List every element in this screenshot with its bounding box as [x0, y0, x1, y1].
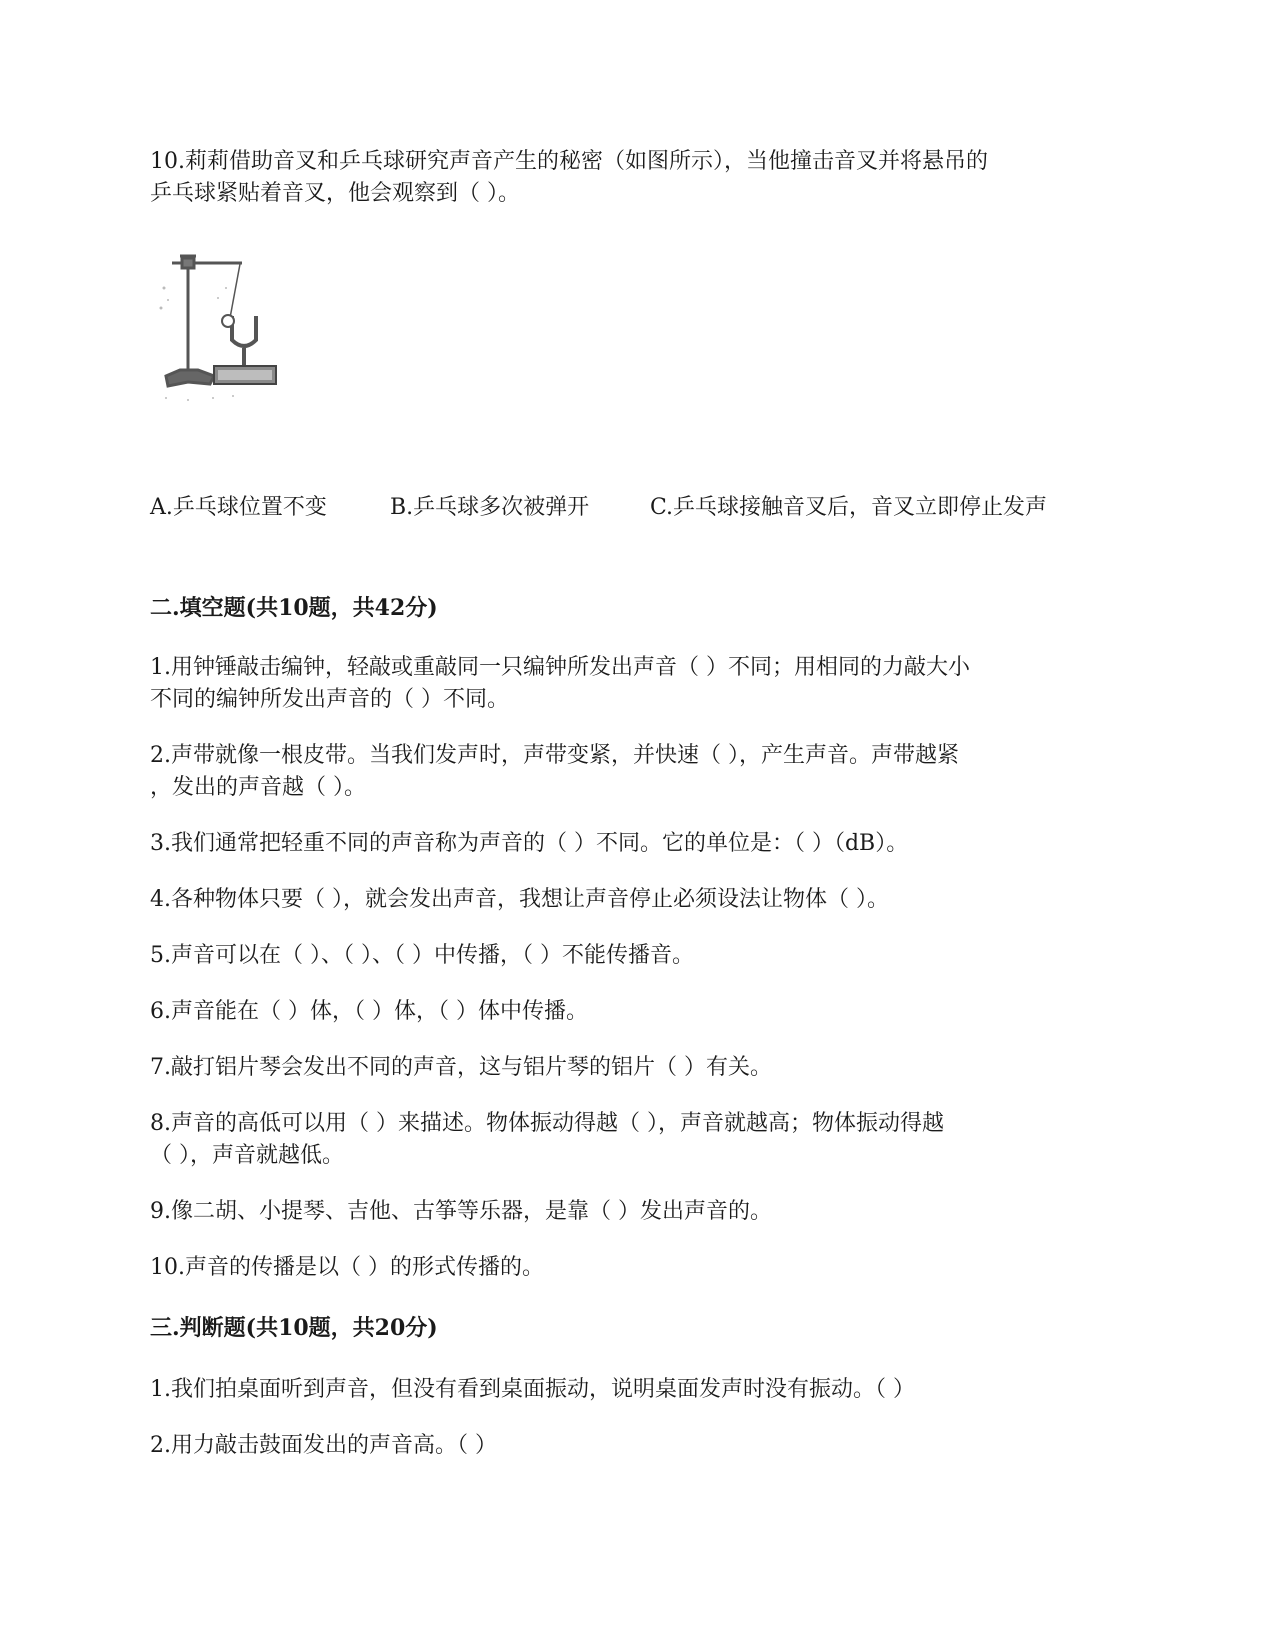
s2-q1-line1: 1.用钟锤敲击编钟，轻敲或重敲同一只编钟所发出声音（ ）不同；用相同的力敲大小 [150, 655, 970, 680]
q10-option-a: A.乒乓球位置不变 [150, 495, 327, 520]
section2-heading: 二.填空题(共10题，共42分) [150, 595, 438, 621]
s2-q1-line2: 不同的编钟所发出声音的（ ）不同。 [150, 687, 509, 712]
q10-text-line1: 10.莉莉借助音叉和乒乓球研究声音产生的秘密（如图所示），当他撞击音叉并将悬吊的 [150, 149, 988, 174]
q10-option-c: C.乒乓球接触音叉后，音叉立即停止发声 [650, 495, 1048, 520]
s2-q3: 3.我们通常把轻重不同的声音称为声音的（ ）不同。它的单位是：（ ）（dB）。 [150, 831, 909, 856]
s3-q2: 2.用力敲击鼓面发出的声音高。（ ） [150, 1433, 497, 1458]
s3-q1: 1.我们拍桌面听到声音，但没有看到桌面振动，说明桌面发声时没有振动。（ ） [150, 1377, 915, 1402]
s2-q5: 5.声音可以在（ ）、（ ）、（ ）中传播，（ ）不能传播音。 [150, 943, 694, 968]
s2-q6: 6.声音能在（ ）体，（ ）体，（ ）体中传播。 [150, 999, 588, 1024]
s2-q4: 4.各种物体只要（ ），就会发出声音，我想让声音停止必须设法让物体（ ）。 [150, 887, 889, 912]
s2-q8-line1: 8.声音的高低可以用（ ）来描述。物体振动得越（ ），声音就越高；物体振动得越 [150, 1111, 944, 1136]
s2-q2-line1: 2.声带就像一根皮带。当我们发声时，声带变紧，并快速（ ），产生声音。声带越紧 [150, 743, 959, 768]
tuning-fork-figure [158, 248, 288, 423]
s2-q2-line2: ，发出的声音越（ ）。 [150, 775, 366, 800]
s2-q9: 9.像二胡、小提琴、吉他、古筝等乐器，是靠（ ）发出声音的。 [150, 1199, 772, 1224]
s2-q7: 7.敲打铝片琴会发出不同的声音，这与铝片琴的铝片（ ）有关。 [150, 1055, 772, 1080]
s2-q8-line2: （ ），声音就越低。 [150, 1143, 344, 1168]
s2-q10: 10.声音的传播是以（ ）的形式传播的。 [150, 1255, 544, 1280]
section3-heading: 三.判断题(共10题，共20分) [150, 1315, 438, 1341]
q10-text-line2: 乒乓球紧贴着音叉，他会观察到（ ）。 [150, 181, 520, 206]
q10-option-b: B.乒乓球多次被弹开 [390, 495, 590, 520]
